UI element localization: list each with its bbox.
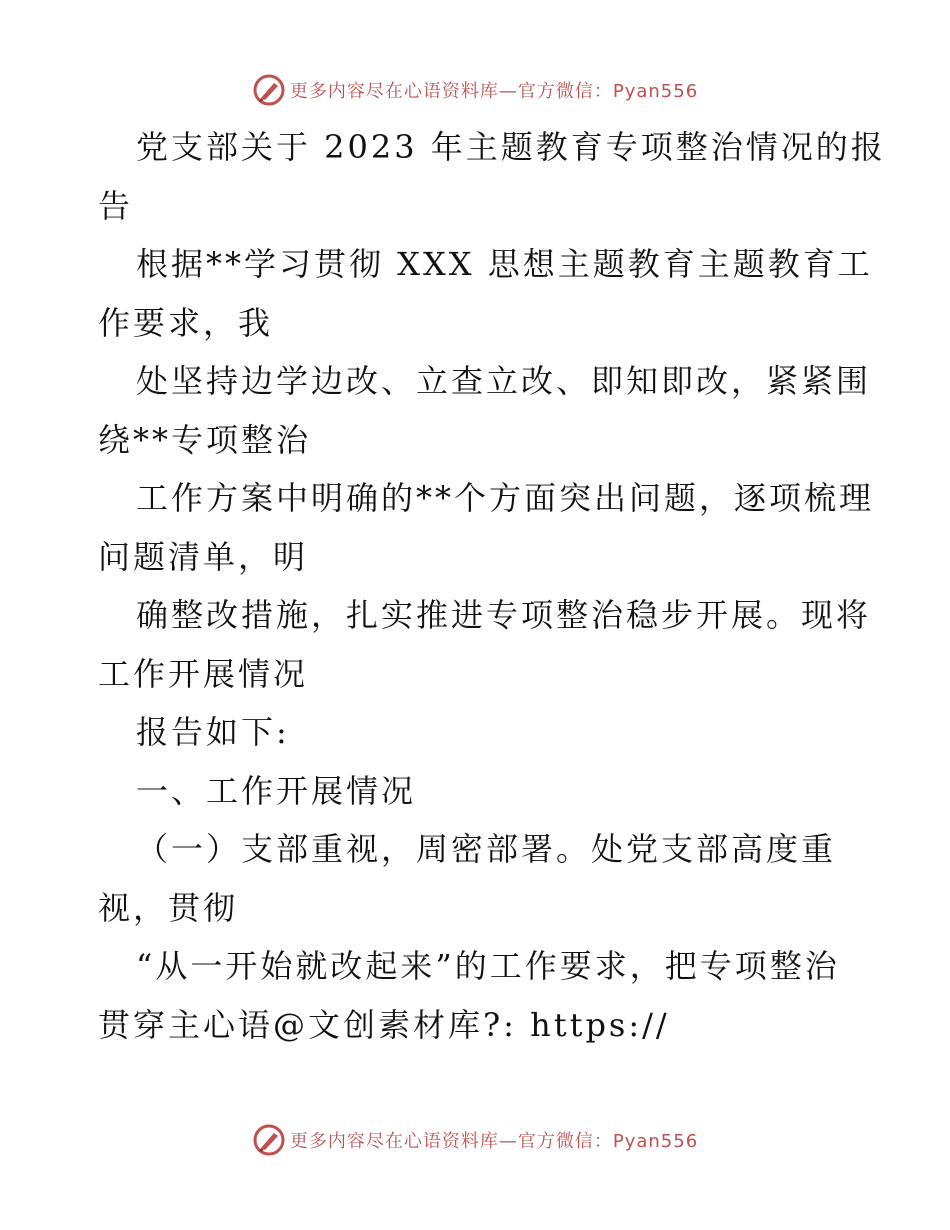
watermark-header: [0, 70, 950, 110]
text-line: 作要求，我: [98, 303, 274, 342]
text-line: 一、工作开展情况: [136, 771, 417, 810]
text-line: 根据**学习贯彻 XXX 思想主题教育主题教育工: [136, 245, 873, 283]
watermark-text: 更多内容尽在心语资料库—官方微信：Pyan556: [289, 81, 699, 102]
text-line: 工作开展情况: [98, 654, 309, 693]
text-line: 告: [98, 186, 134, 225]
document-body: [98, 118, 886, 1054]
text-line: 绕**专项整治: [98, 420, 312, 459]
text-line: 问题清单，明: [98, 537, 309, 576]
text-line: 贯穿主心语@文创素材库?: https://: [98, 1005, 670, 1044]
text-line: 报告如下:: [136, 713, 290, 751]
text-line: 处坚持边学边改、立查立改、即知即改，紧紧围: [136, 362, 872, 400]
watermark-footer: [0, 1120, 950, 1160]
text-line: “从一开始就改起来”的工作要求，把专项整治: [136, 947, 840, 985]
text-line: 工作方案中明确的**个方面突出问题，逐项梳理: [136, 479, 875, 517]
watermark-text: 更多内容尽在心语资料库—官方微信：Pyan556: [289, 1131, 699, 1152]
text-line: 党支部关于 2023 年主题教育专项整治情况的报: [136, 128, 886, 166]
text-line: 视，贯彻: [98, 888, 239, 927]
pen-logo-icon: [252, 73, 286, 107]
text-line: 确整改措施，扎实推进专项整治稳步开展。现将: [136, 596, 872, 634]
pen-logo-icon: [252, 1123, 286, 1157]
text-line: （一）支部重视，周密部署。处党支部高度重: [136, 830, 837, 868]
